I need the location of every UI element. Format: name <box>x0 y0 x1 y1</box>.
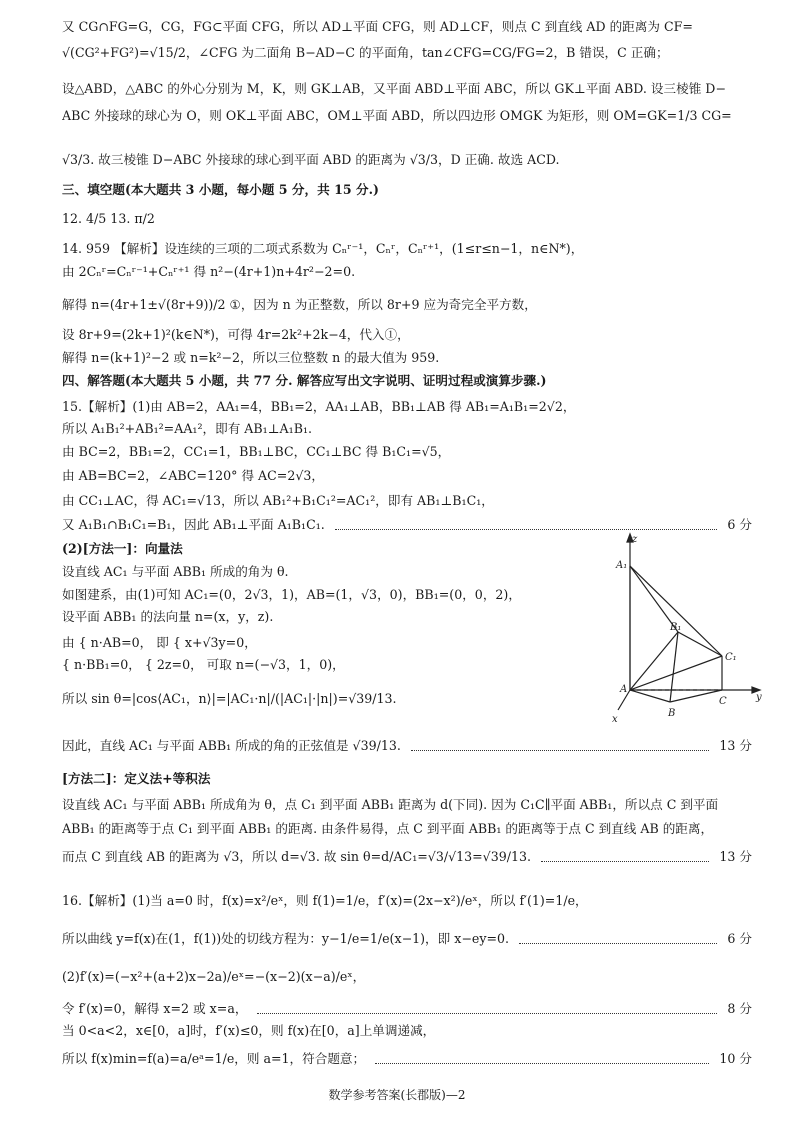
score-label: 6 分 <box>723 930 752 948</box>
line-text: 12. 4/5 13. π/2 <box>62 211 155 226</box>
text-line <box>62 181 752 199</box>
line-text: 由 CC₁⊥AC，得 AC₁=√13，所以 AB₁²+B₁C₁²=AC₁²，即有 AB₁⊥B₁C₁， <box>62 493 494 508</box>
text-line <box>62 372 752 390</box>
dot-leader <box>411 737 709 751</box>
label-x: x <box>612 714 618 725</box>
line-text: 设直线 AC₁ 与平面 ABB₁ 所成角为 θ，点 C₁ 到平面 ABB₁ 距离为 d(下同). 因为 C₁C∥平面 ABB₁，所以点 C 到平面 <box>62 797 719 812</box>
text-line <box>62 443 752 461</box>
text-line <box>62 930 752 948</box>
text-line <box>62 737 752 755</box>
text-line <box>62 770 752 788</box>
text-line <box>62 420 752 438</box>
label-z: z <box>632 534 638 545</box>
line-text: 所以曲线 y=f(x)在(1，f(1))处的切线方程为：y−1/e=1/e(x−1)，即 x−ey=0. <box>62 931 510 946</box>
line-text: 又 CG∩FG=G，CG，FG⊂平面 CFG，所以 AD⊥平面 CFG，则 AD⊥CF，则点 C 到直线 AD 的距离为 CF= <box>62 19 693 34</box>
line-text: √(CG²+FG²)=√15/2，∠CFG 为二面角 B−AD−C 的平面角，tan∠CFG=CG/FG=2，B 错误，C 正确； <box>62 45 669 60</box>
line-text: 所以 sin θ=|cos⟨AC₁，n⟩|=|AC₁·n|/(|AC₁|·|n|)=√39/13. <box>62 691 397 706</box>
text-line <box>62 1022 752 1040</box>
text-line <box>62 151 752 169</box>
line-text: ABC 外接球的球心为 O，则 OK⊥平面 ABC，OM⊥平面 ABD，所以四边形 OMGK 为矩形，则 OM=GK=1/3 CG= <box>62 108 732 123</box>
text-line <box>62 820 752 838</box>
text-line <box>62 240 752 258</box>
label-b: B <box>668 708 676 719</box>
line-text: 由 BC=2，BB₁=2，CC₁=1，BB₁⊥BC，CC₁⊥BC 得 B₁C₁=√5， <box>62 444 451 459</box>
dot-leader <box>375 1050 709 1064</box>
score-label: 13 分 <box>715 848 752 866</box>
line-text: 15.【解析】(1)由 AB=2，AA₁=4，BB₁=2，AA₁⊥AB，BB₁⊥AB 得 AB₁=A₁B₁=2√2， <box>62 399 576 414</box>
edge-b1-c1-brace <box>670 632 678 702</box>
label-a1: A₁ <box>616 560 628 571</box>
line-text: 设△ABD，△ABC 的外心分别为 M，K，则 GK⊥AB，又平面 ABD⊥平面 ABC，所以 GK⊥平面 ABD. 设三棱锥 D− <box>62 81 726 96</box>
line-text: 四、解答题(本大题共 5 小题，共 77 分. 解答应写出文字说明、证明过程或演算步骤.) <box>62 373 547 388</box>
line-text: 当 0<a<2，x∈[0，a]时，f′(x)≤0，则 f(x)在[0，a]上单调递减， <box>62 1023 436 1038</box>
label-c: C <box>719 696 727 707</box>
line-text: 设 8r+9=(2k+1)²(k∈N*)，可得 4r=2k²+2k−4，代入①， <box>62 327 410 342</box>
dot-leader <box>257 1000 717 1014</box>
dot-leader <box>541 848 709 862</box>
line-text: (2)[方法一]：向量法 <box>62 541 183 556</box>
line-text: 解得 n=(k+1)²−2 或 n=k²−2，所以三位整数 n 的最大值为 959. <box>62 350 440 365</box>
text-line <box>62 1000 752 1018</box>
score-label: 6 分 <box>723 516 752 534</box>
line-text: 由 { n·AB=0， 即 { x+√3y=0， <box>62 635 257 650</box>
score-label: 13 分 <box>715 737 752 755</box>
line-text: 由 2Cₙʳ=Cₙʳ⁻¹+Cₙʳ⁺¹ 得 n²−(4r+1)n+4r²−2=0. <box>62 264 356 279</box>
line-text: [方法二]：定义法+等积法 <box>62 771 211 786</box>
text-line <box>62 398 752 416</box>
score-label: 10 分 <box>715 1050 752 1068</box>
coordinate-figure <box>606 532 766 728</box>
line-text: 设平面 ABB₁ 的法向量 n=(x，y，z). <box>62 609 274 624</box>
line-text: 因此，直线 AC₁ 与平面 ABB₁ 所成的角的正弦值是 √39/13. <box>62 738 401 753</box>
text-line <box>62 326 752 344</box>
line-text: 解得 n=(4r+1±√(8r+9))/2 ①，因为 n 为正整数，所以 8r+9 应为奇完全平方数， <box>62 297 537 312</box>
edge-b-c <box>670 690 722 702</box>
text-line <box>62 848 752 866</box>
line-text: 由 AB=BC=2，∠ABC=120° 得 AC=2√3， <box>62 468 324 483</box>
page-footer: 数学参考答案(长郡版)—2 <box>328 1088 466 1102</box>
line-text: 所以 A₁B₁²+AB₁²=AA₁²，即有 AB₁⊥A₁B₁. <box>62 421 312 436</box>
text-line <box>62 968 752 986</box>
line-text: 16.【解析】(1)当 a=0 时，f(x)=x²/eˣ，则 f(1)=1/e，f′(x)=(2x−x²)/eˣ，所以 f′(1)=1/e， <box>62 893 588 908</box>
line-text: ABB₁ 的距离等于点 C₁ 到平面 ABB₁ 的距离. 由条件易得，点 C 到平面 ABB₁ 的距离等于点 C 到直线 AB 的距离， <box>62 821 714 836</box>
line-text: √3/3. 故三棱锥 D−ABC 外接球的球心到平面 ABD 的距离为 √3/3，D 正确. 故选 ACD. <box>62 152 560 167</box>
text-line <box>62 296 752 314</box>
label-y: y <box>756 692 762 703</box>
text-line <box>62 80 752 98</box>
line-text: 设直线 AC₁ 与平面 ABB₁ 所成的角为 θ. <box>62 564 289 579</box>
dot-leader <box>335 516 717 530</box>
label-c1: C₁ <box>725 652 737 663</box>
text-line <box>62 796 752 814</box>
text-line <box>62 892 752 910</box>
text-line <box>62 18 752 36</box>
edge-a-b <box>630 690 670 702</box>
line-text: (2)f′(x)=(−x²+(a+2)x−2a)/eˣ=−(x−2)(x−a)/eˣ， <box>62 969 366 984</box>
edge-a1-c1 <box>630 566 722 656</box>
label-b1: B₁ <box>670 622 682 633</box>
text-line <box>62 107 752 125</box>
line-text: { n·BB₁=0， { 2z=0， 可取 n=(−√3，1，0)， <box>62 657 345 672</box>
label-a: A <box>620 684 628 695</box>
line-text: 三、填空题(本大题共 3 小题，每小题 5 分，共 15 分.) <box>62 182 379 197</box>
line-text: 所以 f(x)min=f(a)=a/eᵃ=1/e，则 a=1，符合题意； <box>62 1051 366 1066</box>
text-line <box>62 349 752 367</box>
line-text: 如图建系，由(1)可知 AC₁=(0，2√3，1)，AB=(1，√3，0)，BB₁=(0，0，2)， <box>62 587 521 602</box>
line-text: 令 f′(x)=0，解得 x=2 或 x=a， <box>62 1001 248 1016</box>
text-line <box>62 263 752 281</box>
text-line <box>62 492 752 510</box>
line-text: 而点 C 到直线 AB 的距离为 √3，所以 d=√3. 故 sin θ=d/AC₁=√3/√13=√39/13. <box>62 849 532 864</box>
text-line <box>62 1050 752 1068</box>
score-label: 8 分 <box>723 1000 752 1018</box>
text-line <box>62 44 752 62</box>
edge-b1-c1 <box>678 632 722 656</box>
line-text: 又 A₁B₁∩B₁C₁=B₁，因此 AB₁⊥平面 A₁B₁C₁. <box>62 517 325 532</box>
text-line <box>62 467 752 485</box>
line-text: 14. 959 【解析】设连续的三项的二项式系数为 Cₙʳ⁻¹，Cₙʳ，Cₙʳ⁺¹，(1≤r≤n−1，n∈N*)， <box>62 241 584 256</box>
dot-leader <box>519 930 717 944</box>
text-line <box>62 210 752 228</box>
